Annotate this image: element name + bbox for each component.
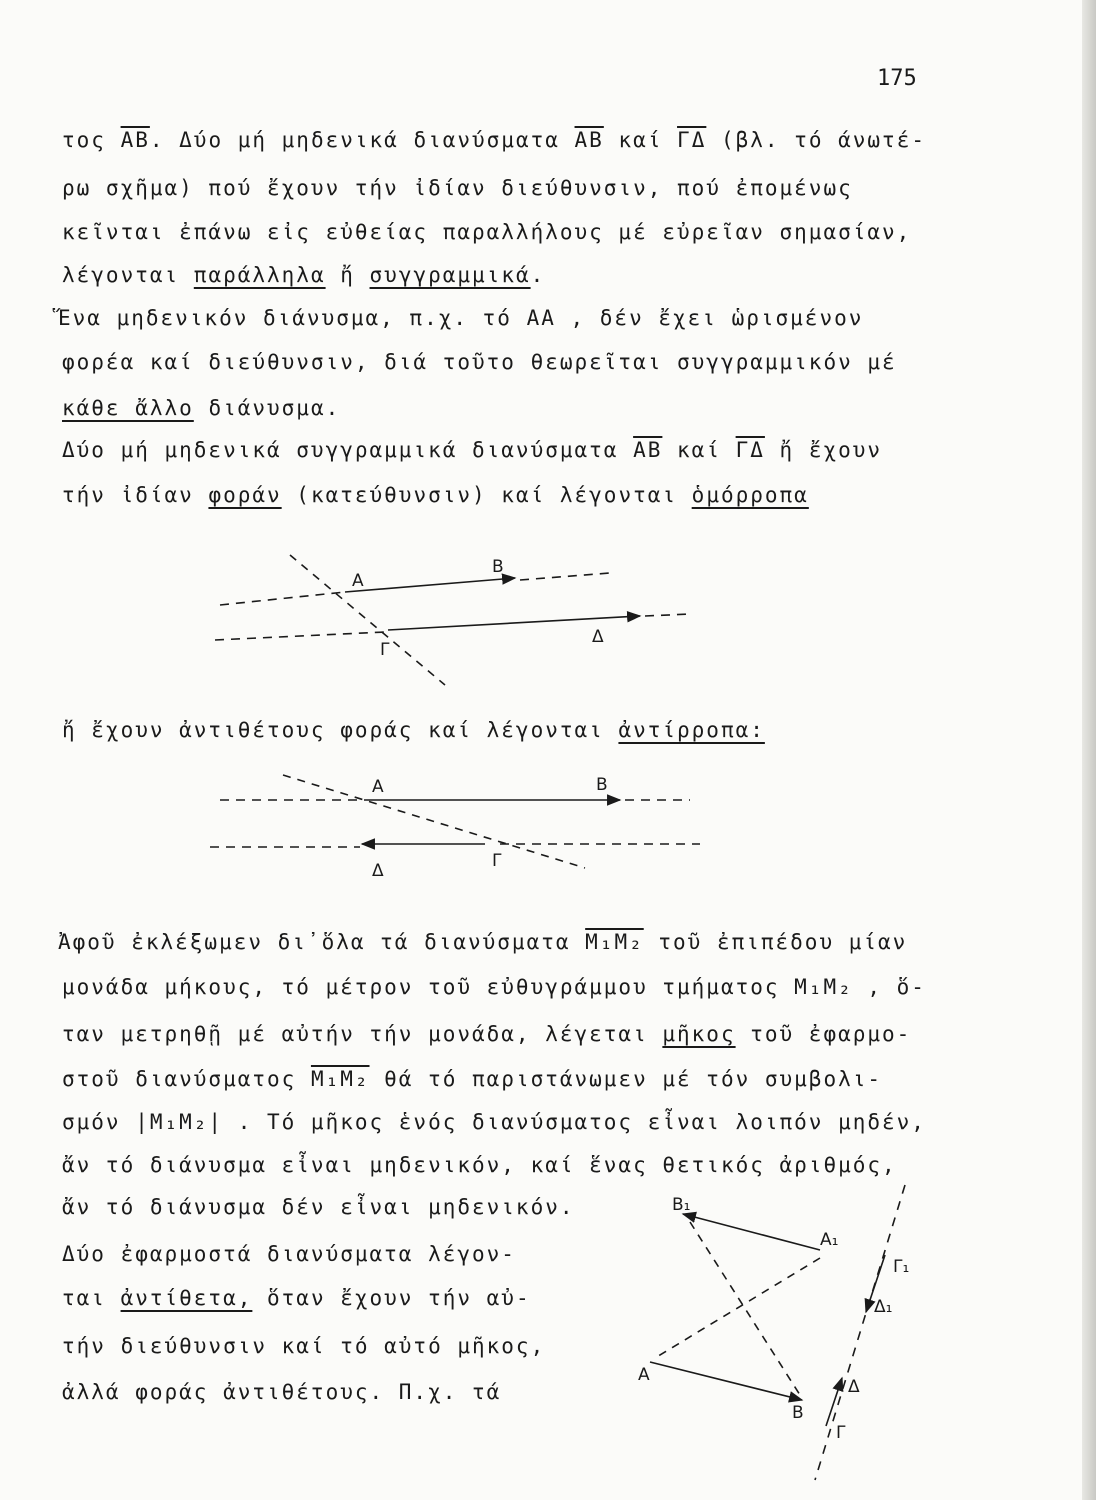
fig1-line-ab-right — [520, 573, 610, 580]
fig2-label-a: Α — [372, 777, 384, 797]
text-line-18: Δύο ἐφαρμοστά διανύσματα λέγον- — [62, 1242, 516, 1266]
fig1-transversal — [290, 555, 445, 685]
text-line-16: ἄν τό διάνυσμα εἶναι μηδενικόν, καί ἕνας θετικός ἀριθμός, — [62, 1153, 897, 1177]
text-line-5: Ἕνα μηδενικόν διάνυσμα, π.χ. τό ΑΑ , δέν ἔχει ὡρισμένον — [58, 306, 864, 330]
fig3-label-d1: Δ₁ — [874, 1297, 893, 1317]
fig3-label-d: Δ — [848, 1377, 860, 1397]
fig2-label-g: Γ — [492, 851, 502, 871]
text-line-10: ἤ ἔχουν ἀντιθέτους φοράς καί λέγονται ἀντίρροπα: — [62, 718, 765, 742]
figure-same-direction — [215, 555, 690, 685]
page-number: 175 — [877, 66, 917, 91]
fig3-label-b1: Β₁ — [672, 1195, 691, 1215]
fig1-label-a: Α — [352, 571, 364, 591]
text-line-19: ται ἀντίθετα, ὅταν ἔχουν τήν αὐ- — [62, 1286, 531, 1310]
fig1-vector-ab — [345, 578, 515, 592]
fig3-vector-ab — [650, 1362, 802, 1400]
fig1-line-gd-right — [645, 614, 690, 616]
text-line-17: ἄν τό διάνυσμα δέν εἶναι μηδενικόν. — [62, 1195, 575, 1219]
fig3-label-g1: Γ₁ — [893, 1257, 910, 1277]
fig1-line-ab-left — [220, 592, 345, 605]
fig3-label-a: Α — [638, 1365, 650, 1385]
text-line-21: ἀλλά φοράς ἀντιθέτους. Π.χ. τά — [62, 1380, 502, 1404]
text-line-4: λέγονται παράλληλα ἤ συγγραμμικά. — [62, 263, 546, 287]
text-line-3: κεῖνται ἐπάνω εἰς εὐθείας παραλλήλους μέ εὐρεῖαν σημασίαν, — [62, 220, 912, 244]
fig1-label-g: Γ — [380, 640, 390, 660]
text-line-14: στοῦ διανύσματος M₁M₂ θά τό παριστάνωμεν μέ τόν συμβολι- — [62, 1067, 883, 1091]
text-line-20: τήν διεύθυνσιν καί τό αὐτό μῆκος, — [62, 1334, 546, 1358]
figure-opposite-vectors — [650, 1185, 905, 1480]
fig1-label-d: Δ — [592, 627, 604, 647]
fig3-vector-a1b1 — [683, 1214, 820, 1250]
fig3-diag-a1a — [655, 1258, 820, 1358]
fig3-label-a1: Α₁ — [820, 1230, 839, 1250]
text-line-6: φορέα καί διεύθυνσιν, διά τοῦτο θεωρεῖται συγγραμμικόν μέ — [62, 350, 897, 374]
fig3-label-b: Β — [792, 1403, 804, 1423]
text-line-13: ταν μετρηθῇ μέ αὐτήν τήν μονάδα, λέγεται μῆκος τοῦ ἐφαρμο- — [62, 1022, 912, 1046]
text-line-12: μονάδα μήκους, τό μέτρον τοῦ εὐθυγράμμου τμήματος M₁M₂ , ὅ- — [62, 975, 926, 999]
fig2-label-b: Β — [596, 775, 608, 795]
fig2-label-d: Δ — [372, 861, 384, 881]
fig1-label-b: Β — [492, 557, 504, 577]
fig3-diag-b1b — [690, 1222, 800, 1395]
text-line-1: τος $\overline{AB}$. Δύο μή μηδενικά διανύσματα $\overline{AB}$ καί $\overline{\Gamma\Delta}$ (βλ. τό άνωτέ- — [62, 128, 926, 152]
text-line-9: τήν ἰδίαν φοράν (κατεύθυνσιν) καί λέγονται ὁμόρροπα — [62, 483, 809, 507]
text-line-15: σμόν |M₁M₂| . Τό μῆκος ἑνός διανύσματος εἶναι λοιπόν μηδέν, — [62, 1110, 926, 1134]
text-line-2: ρω σχῆμα) πού ἔχουν τήν ἰδίαν διεύθυνσιν, πού ἐπομένως — [62, 176, 853, 200]
figure-opposite-direction — [210, 775, 700, 868]
fig2-transversal — [283, 775, 585, 868]
fig1-line-gd-left — [215, 632, 385, 640]
text-line-11: Ἀφοῦ ἐκλέξωμεν δι᾽ὅλα τά διανύσματα M₁M₂ τοῦ ἐπιπέδου μίαν — [58, 930, 908, 954]
text-line-8: Δύο μή μηδενικά συγγραμμικά διανύσματα $\overline{AB}$ καί $\overline{\Gamma\Delta}$ ἤ ἔχουν — [62, 438, 883, 462]
fig3-label-g: Γ — [836, 1423, 846, 1443]
text-line-7: κάθε ἄλλο διάνυσμα. — [62, 396, 341, 420]
